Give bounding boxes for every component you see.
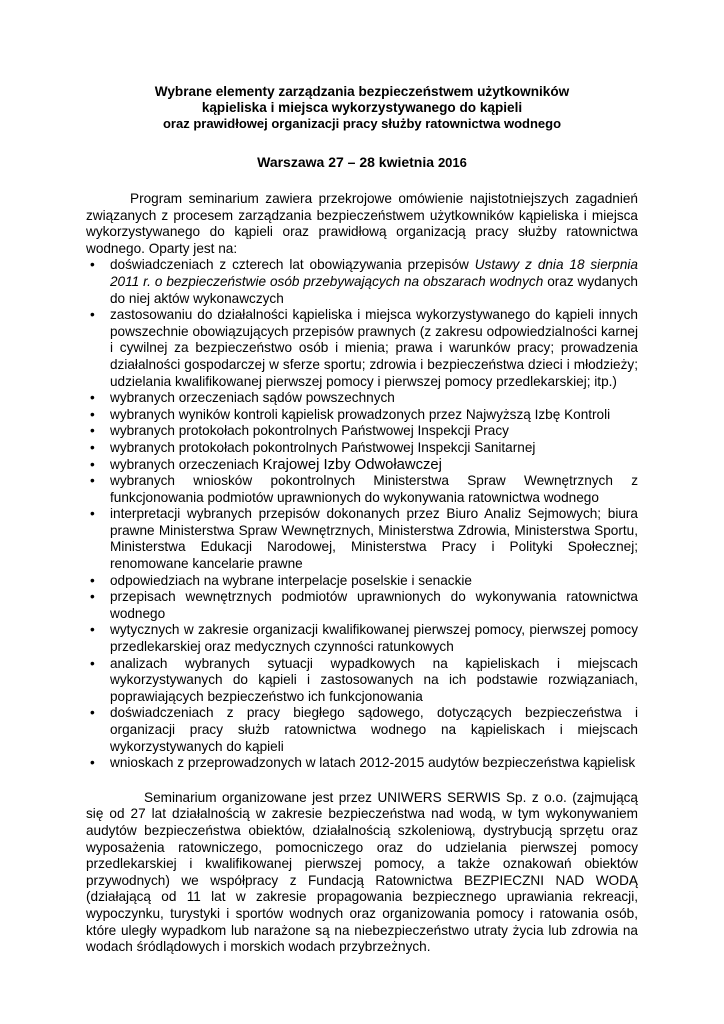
list-item (86, 506, 638, 572)
event-date (86, 154, 638, 171)
list-item (86, 457, 638, 474)
document-title (86, 84, 638, 132)
list-item-text: doświadczeniach z czterech lat obowiązywania przepisów (110, 257, 475, 273)
list-item (86, 589, 638, 622)
bullet-icon: • (90, 473, 95, 489)
kio-name: Krajowej Izby Odwoławczej (262, 456, 442, 473)
list-item (86, 407, 638, 424)
list-item (86, 573, 638, 590)
bullet-icon: • (90, 456, 95, 472)
list-item-text: wybranych protokołach pokontrolnych Państwowej Inspekcji Sanitarnej (110, 439, 536, 455)
list-item-text: przepisach wewnętrznych podmiotów uprawnionych do wykonywania ratownictwa wodnego (110, 589, 638, 621)
list-item (86, 307, 638, 390)
list-item-text: interpretacji wybranych przepisów dokonanych przez Biuro Analiz Sejmowych; biura prawne Ministerstwa Spraw Wewnętrznych, Ministerstwa Zdrowia, Ministerstwa Sportu, Ministerstwa Edukacji Narodowej, Ministerstwa Pracy i Polityki Społecznej; renomowane kancelarie prawne (110, 506, 638, 572)
title-line-2: kąpieliska i miejsca wykorzystywanego do kąpieli (201, 100, 523, 115)
bullet-icon: • (90, 705, 95, 721)
list-item-text: wybranych orzeczeniach sądów powszechnych (110, 390, 395, 406)
list-item (86, 390, 638, 407)
list-item (86, 473, 638, 506)
bullet-icon: • (90, 406, 95, 422)
list-item (86, 440, 638, 457)
list-item (86, 705, 638, 755)
list-item-text: oraz wydanych do niej aktów wykonawczych (110, 273, 638, 306)
bullet-icon: • (90, 655, 95, 671)
list-item-text: wybranych orzeczeniach (110, 456, 263, 472)
list-item-text: odpowiedziach na wybrane interpelacje poselskie i senackie (110, 572, 472, 588)
list-item-text: zastosowaniu do działalności kąpieliska i miejsca wykorzystywanego do kąpieli innych powszechnie obowiązujących przepisów prawnych (z zakresu odpowiedzialności karnej i cywilnej za bezpieczeństwo osób i mienia; prawa i warunków pracy; prowadzenia działalności gospodarczej w sferze sportu; zdrowia i bezpieczeństwa dzieci i młodzieży; udzielania kwalifikowanej pierwszej pomocy i pierwszej pomocy przedlekarskiej; itp.) (110, 307, 638, 389)
bullet-icon: • (90, 439, 95, 455)
list-item-text: wytycznych w zakresie organizacji kwalifikowanej pierwszej pomocy, pierwszej pomocy przedlekarskiej oraz medycznych czynności ratunkowych (110, 622, 638, 655)
list-item (86, 755, 638, 772)
bullet-icon: • (90, 390, 95, 406)
sources-list (86, 257, 638, 771)
list-item-text: analizach wybranych sytuacji wypadkowych na kąpieliskach i miejscach wykorzystywanych do kąpieli i zastosowanych na ich podstawie rozwiązaniach, poprawiających bezpieczeństwo ich funkcjonowania (110, 655, 638, 704)
event-year: 2016 (437, 155, 467, 170)
title-line-1: Wybrane elementy zarządzania bezpieczeństwem użytkowników (154, 84, 570, 99)
intro-paragraph: Program seminarium zawiera przekrojowe omówienie najistotniejszych zagadnień związanych z procesem zarządzania bezpieczeństwem użytkowników kąpieliska i miejsca wykorzystywanego do kąpieli oraz prawidłową organizacją pracy służby ratownictwa wodnego. Oparty jest na: (86, 191, 638, 256)
document-page (86, 84, 638, 956)
event-date-text: Warszawa 27 – 28 kwietnia (257, 154, 435, 170)
list-item-text: wybranych wniosków pokontrolnych Ministerstwa Spraw Wewnętrznych z funkcjonowania podmiotów uprawnionych do wykonywania ratownictwa wodnego (110, 473, 638, 505)
bullet-icon: • (90, 506, 95, 522)
bullet-icon: • (90, 572, 95, 588)
list-item (86, 622, 638, 655)
list-item (86, 257, 638, 307)
bullet-icon: • (90, 307, 95, 323)
list-item (86, 423, 638, 440)
title-line-3: oraz prawidłowej organizacji pracy służby ratownictwa wodnego (162, 116, 562, 131)
list-item (86, 656, 638, 706)
bullet-icon: • (90, 755, 95, 771)
list-item-text: wnioskach z przeprowadzonych w latach 2012-2015 audytów bezpieczeństwa kąpielisk (110, 755, 636, 771)
bullet-icon: • (90, 622, 95, 638)
act-title: Ustawy z dnia 18 sierpnia 2011 r. o bezpieczeństwie osób przebywających na obszarach wodnych (110, 257, 638, 289)
list-item-text: doświadczeniach z pracy biegłego sądowego, dotyczących bezpieczeństwa i organizacji pracy służb ratownictwa wodnego na kąpieliskach i miejscach wykorzystywanych do kąpieli (110, 705, 638, 754)
bullet-icon: • (90, 423, 95, 439)
bullet-icon: • (90, 589, 95, 605)
list-item-text: wybranych protokołach pokontrolnych Państwowej Inspekcji Pracy (110, 423, 509, 439)
list-item-text: wybranych wyników kontroli kąpielisk prowadzonych przez Najwyższą Izbę Kontroli (110, 406, 611, 422)
closing-paragraph: Seminarium organizowane jest przez UNIWERS SERWIS Sp. z o.o. (zajmującą się od 27 lat działalnością w zakresie bezpieczeństwa nad wodą, w tym wykonywaniem audytów bezpieczeństwa obiektów, działalnością szkoleniową, dystrybucją sprzętu oraz wyposażenia ratowniczego, pomocniczego oraz do udzielania pierwszej pomocy przedlekarskiej i kwalifikowanej pierwszej pomocy, a także oznakowań obiektów przywodnych) we współpracy z Fundacją Ratownictwa BEZPIECZNI NAD WODĄ (działającą od 11 lat w zakresie propagowania bezpiecznego uprawiania rekreacji, wypoczynku, turystyki i sportów wodnych oraz organizowania pomocy i ratowania osób, które uległy wypadkom lub narażone są na niebezpieczeństwo utraty życia lub zdrowia na wodach śródlądowych i morskich wodach przybrzeżnych. (86, 789, 638, 955)
bullet-icon: • (90, 257, 95, 273)
